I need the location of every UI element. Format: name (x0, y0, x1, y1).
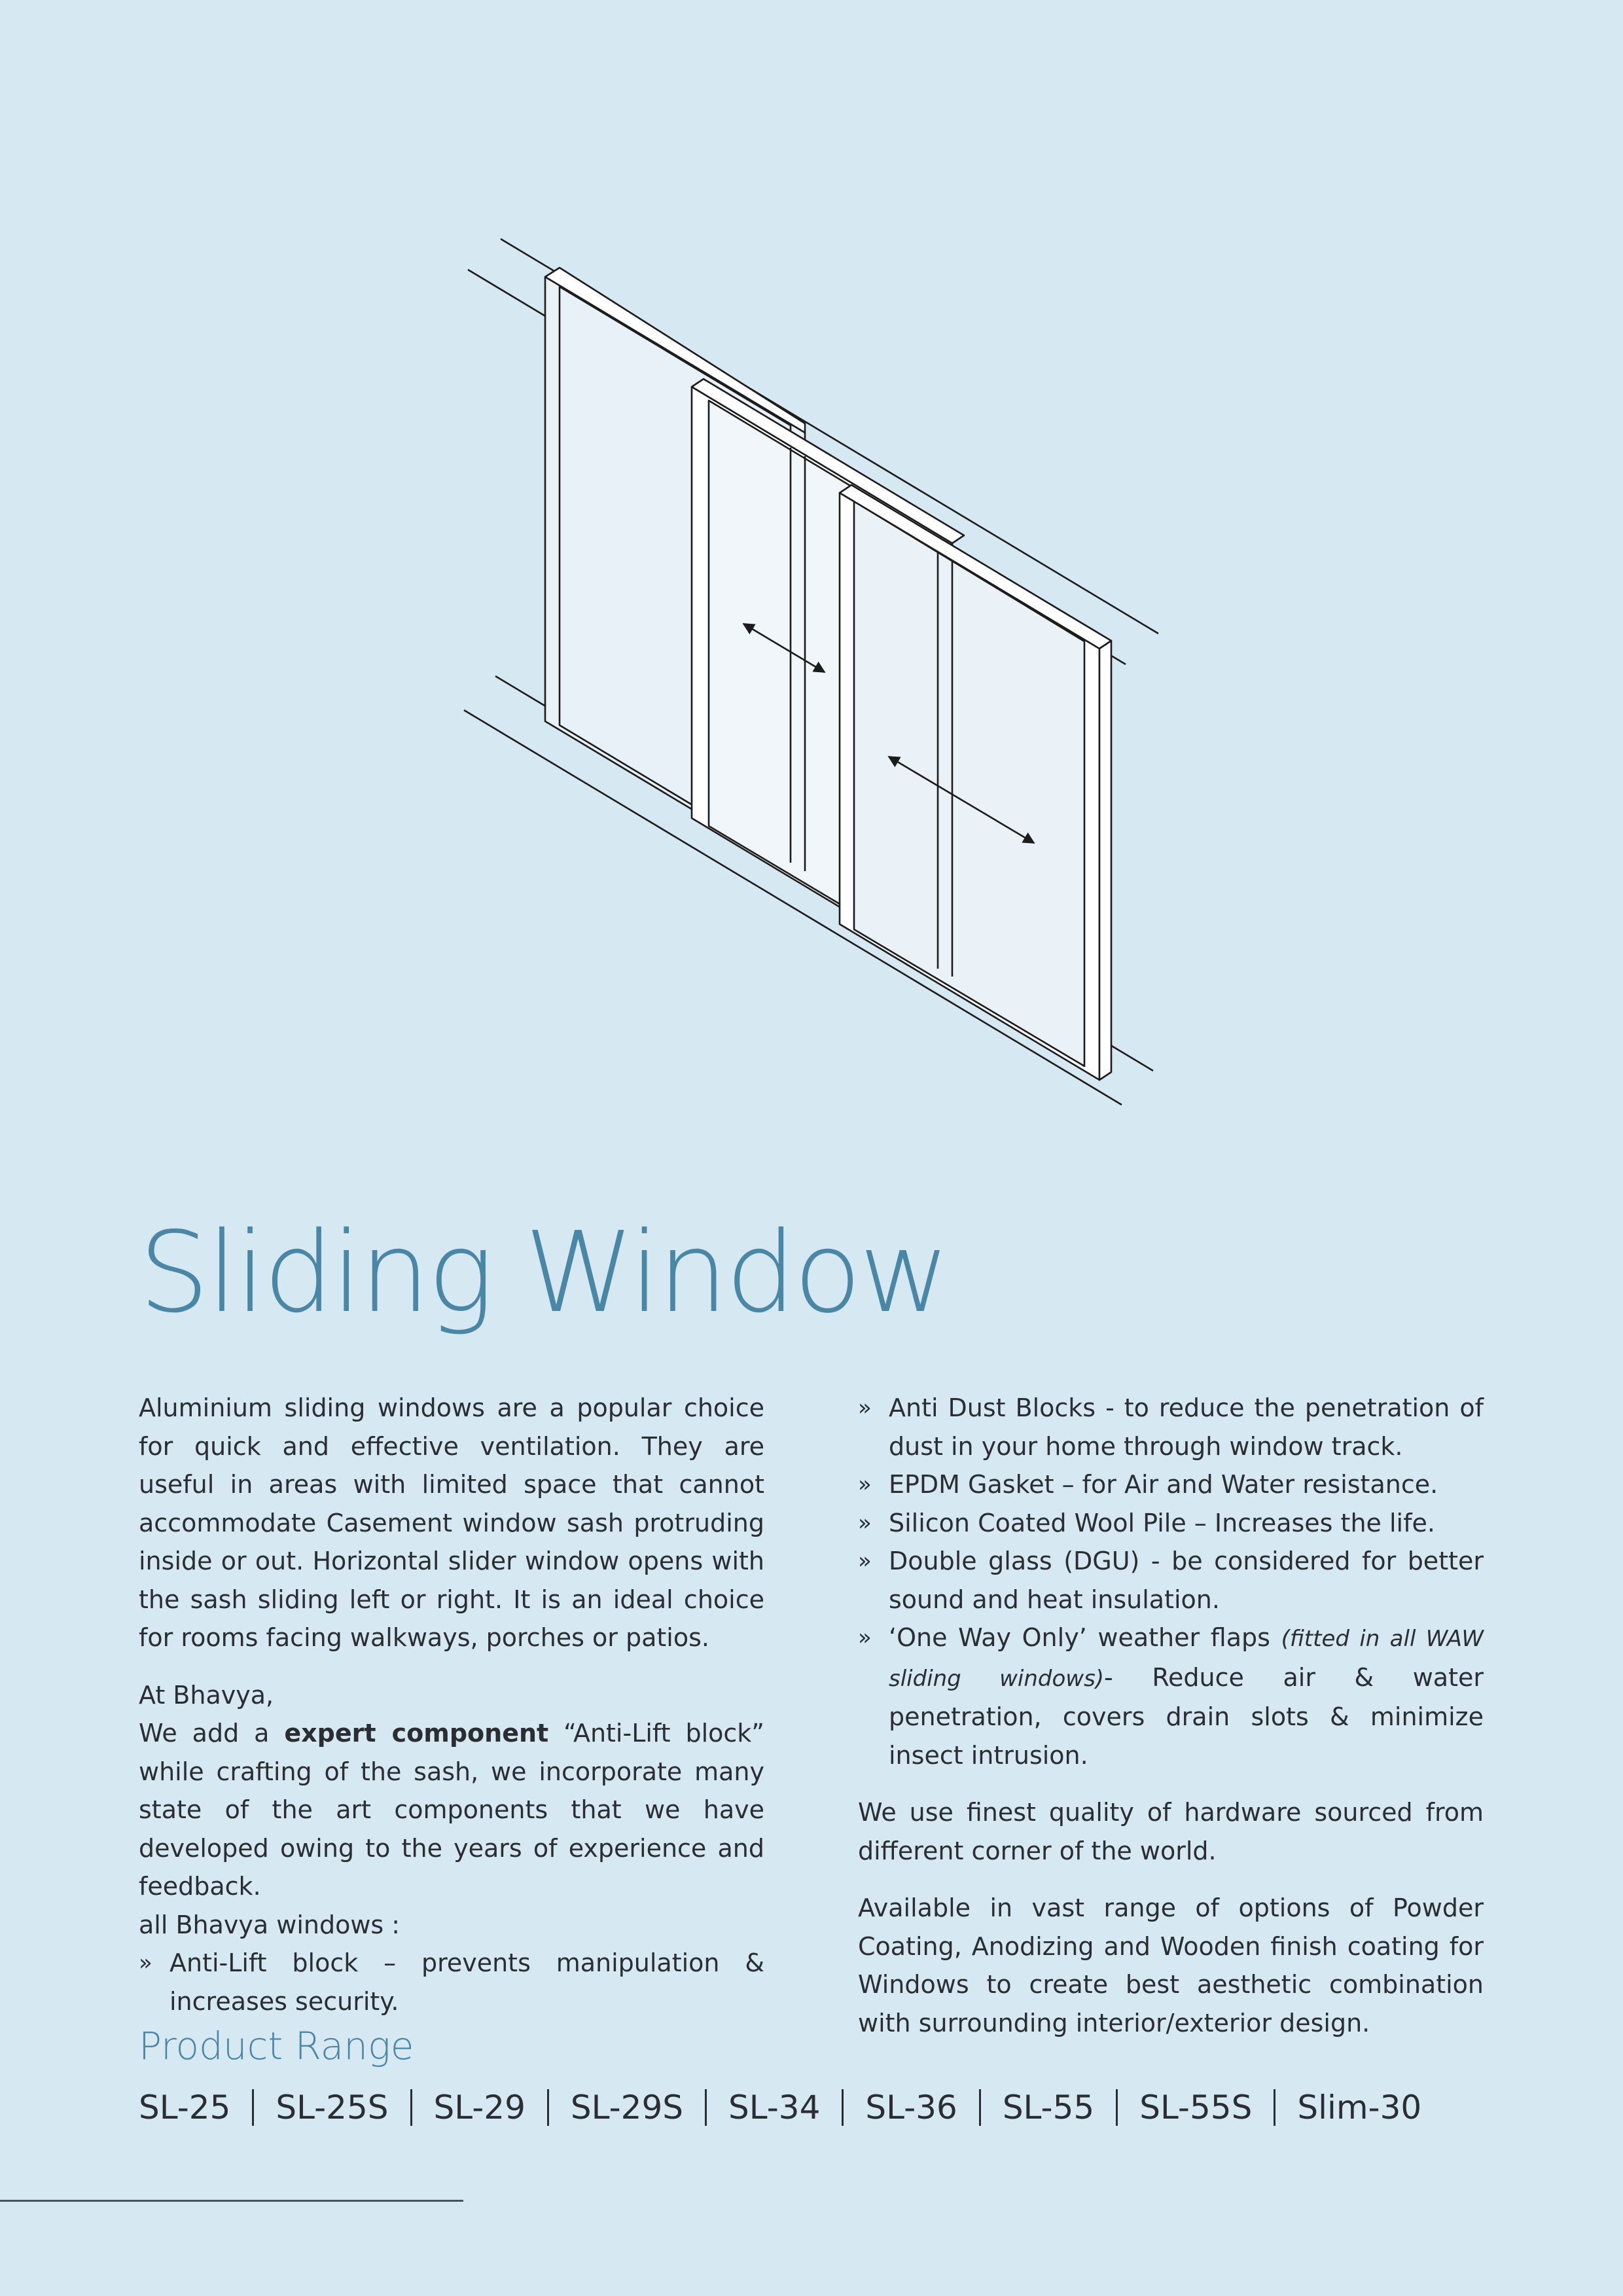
product-item: SL-29S (570, 2089, 684, 2126)
product-item: SL-29 (433, 2089, 526, 2126)
range-separator (1116, 2089, 1118, 2126)
feature-item: » Anti Dust Blocks - to reduce the penetration of dust in your home through window track. (858, 1389, 1484, 1465)
feature-item: » Double glass (DGU) - be considered for better sound and heat insulation. (858, 1542, 1484, 1619)
product-item: Slim-30 (1297, 2089, 1422, 2126)
page-title: Sliding Window (139, 1208, 948, 1338)
front-sash (840, 485, 1111, 1080)
left-column (139, 1389, 764, 2020)
expert-prefix: We add a (139, 1719, 285, 1748)
expert-suffix: “Anti-Lift block” while crafting of the sash, we incorporate many state of the art components that we have developed owing to the years of experience and feedback. (139, 1719, 764, 1901)
range-separator (547, 2089, 549, 2126)
range-separator (252, 2089, 254, 2126)
product-item: SL-55 (1002, 2089, 1095, 2126)
product-item: SL-36 (865, 2089, 957, 2126)
range-separator (705, 2089, 707, 2126)
intro-paragraph: Aluminium sliding windows are a popular choice for quick and effective ventilation. They are useful in areas with limited space that cannot accommodate Casement window sash protruding inside or out. Horizontal slider window opens with the sash sliding left or right. It is an ideal choice for rooms facing walkways, porches or patios. (139, 1393, 764, 1652)
weather-flaps-rest: - Reduce air & water penetration, covers drain slots & minimize insect intrusion. (889, 1662, 1484, 1770)
feature-item: » Anti-Lift block – prevents manipulation & increases security. (139, 1944, 764, 2020)
range-separator (410, 2089, 412, 2126)
footer-rule (0, 2200, 463, 2202)
product-range-title: Product Range (139, 2024, 414, 2068)
range-separator (1274, 2089, 1275, 2126)
hardware-paragraph: We use finest quality of hardware sourced from different corner of the world. (858, 1798, 1484, 1865)
product-item: SL-25S (276, 2089, 389, 2126)
feature-list-left (139, 1944, 764, 2020)
expert-paragraph (139, 1714, 764, 1906)
product-item: SL-55S (1139, 2089, 1253, 2126)
weather-flaps-note: (fitted in all WAW sliding windows) (889, 1626, 1484, 1692)
range-separator (979, 2089, 981, 2126)
feature-item: » EPDM Gasket – for Air and Water resistance. (858, 1465, 1484, 1504)
product-range-list (139, 2089, 1421, 2126)
feature-item-weather-flaps (858, 1619, 1484, 1774)
right-column (858, 1389, 1484, 2042)
feature-list-right (858, 1389, 1484, 1774)
all-windows-label: all Bhavya windows : (139, 1910, 401, 1939)
product-item: SL-25 (139, 2089, 231, 2126)
finishes-paragraph: Available in vast range of options of Powder Coating, Anodizing and Wooden finish coating for Windows to create best aesthetic combination with surrounding interior/exterior design. (858, 1893, 1484, 2037)
feature-item: » Silicon Coated Wool Pile – Increases the life. (858, 1504, 1484, 1543)
greeting: At Bhavya, (139, 1680, 274, 1710)
expert-bold: expert component (284, 1719, 549, 1748)
weather-flaps-lead: ‘One Way Only’ weather flaps (889, 1623, 1281, 1652)
range-separator (842, 2089, 844, 2126)
product-item: SL-34 (728, 2089, 821, 2126)
